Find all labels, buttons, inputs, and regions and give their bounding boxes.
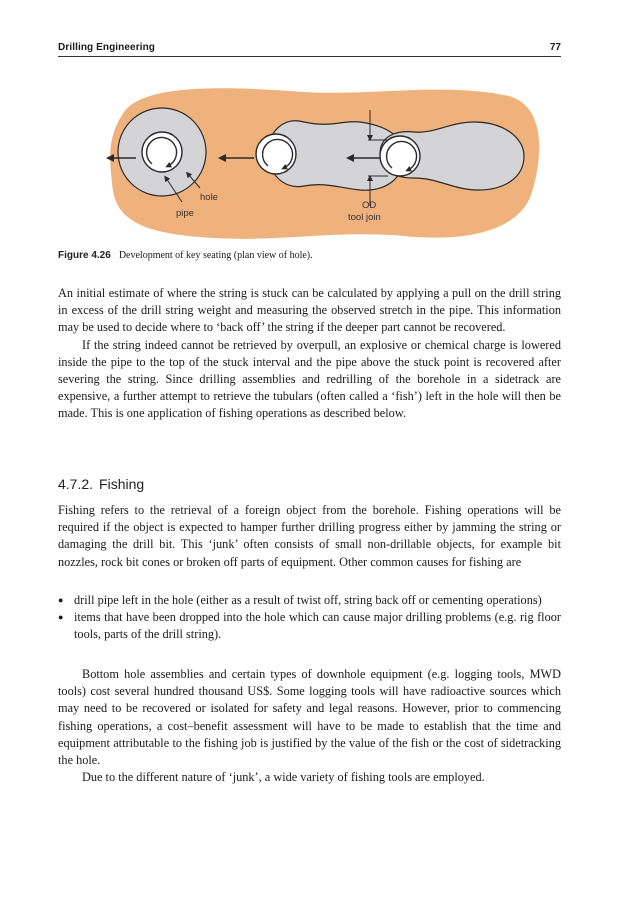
paragraph: An initial estimate of where the string is stuck can be calculated by applying a pull on the drill string in excess of the drill string weight and measuring the observed stretch in the pipe. This information may be used to decide where to ‘back off’ the string if the deeper part cannot be recovered. — [58, 286, 561, 335]
bullet-list — [58, 592, 561, 644]
caption-label: Figure 4.26 — [58, 250, 111, 261]
label-pipe: pipe — [176, 208, 194, 219]
section-heading — [58, 476, 144, 492]
body-block-1 — [58, 285, 561, 423]
key-seating-figure — [104, 82, 542, 242]
running-header — [58, 40, 561, 57]
paragraph: Bottom hole assemblies and certain types of downhole equipment (e.g. logging tools, MWD tools) cost several hundred thousand US$. Some logging tools will have radioactive sources which may need to be recovered or isolated for safety and legal reasons. However, prior to commencing fishing operations, a cost–benefit assessment will have to be made to establish that the time and equipment attributable to the fishing job is justified by the value of the fish or the cost of sidetracking the hole. — [58, 667, 561, 768]
label-tool-joint: tool join — [348, 212, 381, 223]
label-od: OD — [362, 200, 377, 211]
paragraph: Fishing refers to the retrieval of a foreign object from the borehole. Fishing operations will be required if the object is expected to hamper further drilling progress either by jamming the string or damaging the drill bit. This ‘junk’ often consists of small non-drillable objects, for example bit nozzles, rock bit cones or broken off parts of equipment. Other common causes for fishing are — [58, 503, 561, 569]
page-number: 77 — [549, 42, 561, 53]
caption-text: Development of key seating (plan view of hole). — [118, 250, 313, 261]
paragraph: Due to the different nature of ‘junk’, a wide variety of fishing tools are employed. — [82, 770, 485, 785]
section-number: 4.7.2. — [58, 476, 94, 492]
running-title: Drilling Engineering — [58, 42, 156, 53]
key-seating-diagram — [104, 82, 542, 242]
section-title: Fishing — [99, 476, 145, 492]
list-item: ● drill pipe left in the hole (either as a result of twist off, string back off or cementing operations) — [58, 592, 561, 609]
paragraph: If the string indeed cannot be retrieved by overpull, an explosive or chemical charge is lowered inside the pipe to the top of the stuck interval and the pipe above the stuck point is recovered after severing the string. Since drilling assemblies and redrilling of the borehole in a sidetrack are expensive, a further attempt to retrieve the tubulars (often called a ‘fish’) left in the hole will then be made. This is one application of fishing operations as described below. — [58, 337, 561, 421]
figure-caption — [58, 250, 561, 261]
body-block-2 — [58, 502, 561, 571]
body-block-3 — [58, 666, 561, 786]
list-item: ● items that have been dropped into the hole which can cause major drilling problems (e.g. rig floor tools, parts of the drill string). — [58, 609, 561, 643]
label-hole: hole — [200, 192, 218, 203]
